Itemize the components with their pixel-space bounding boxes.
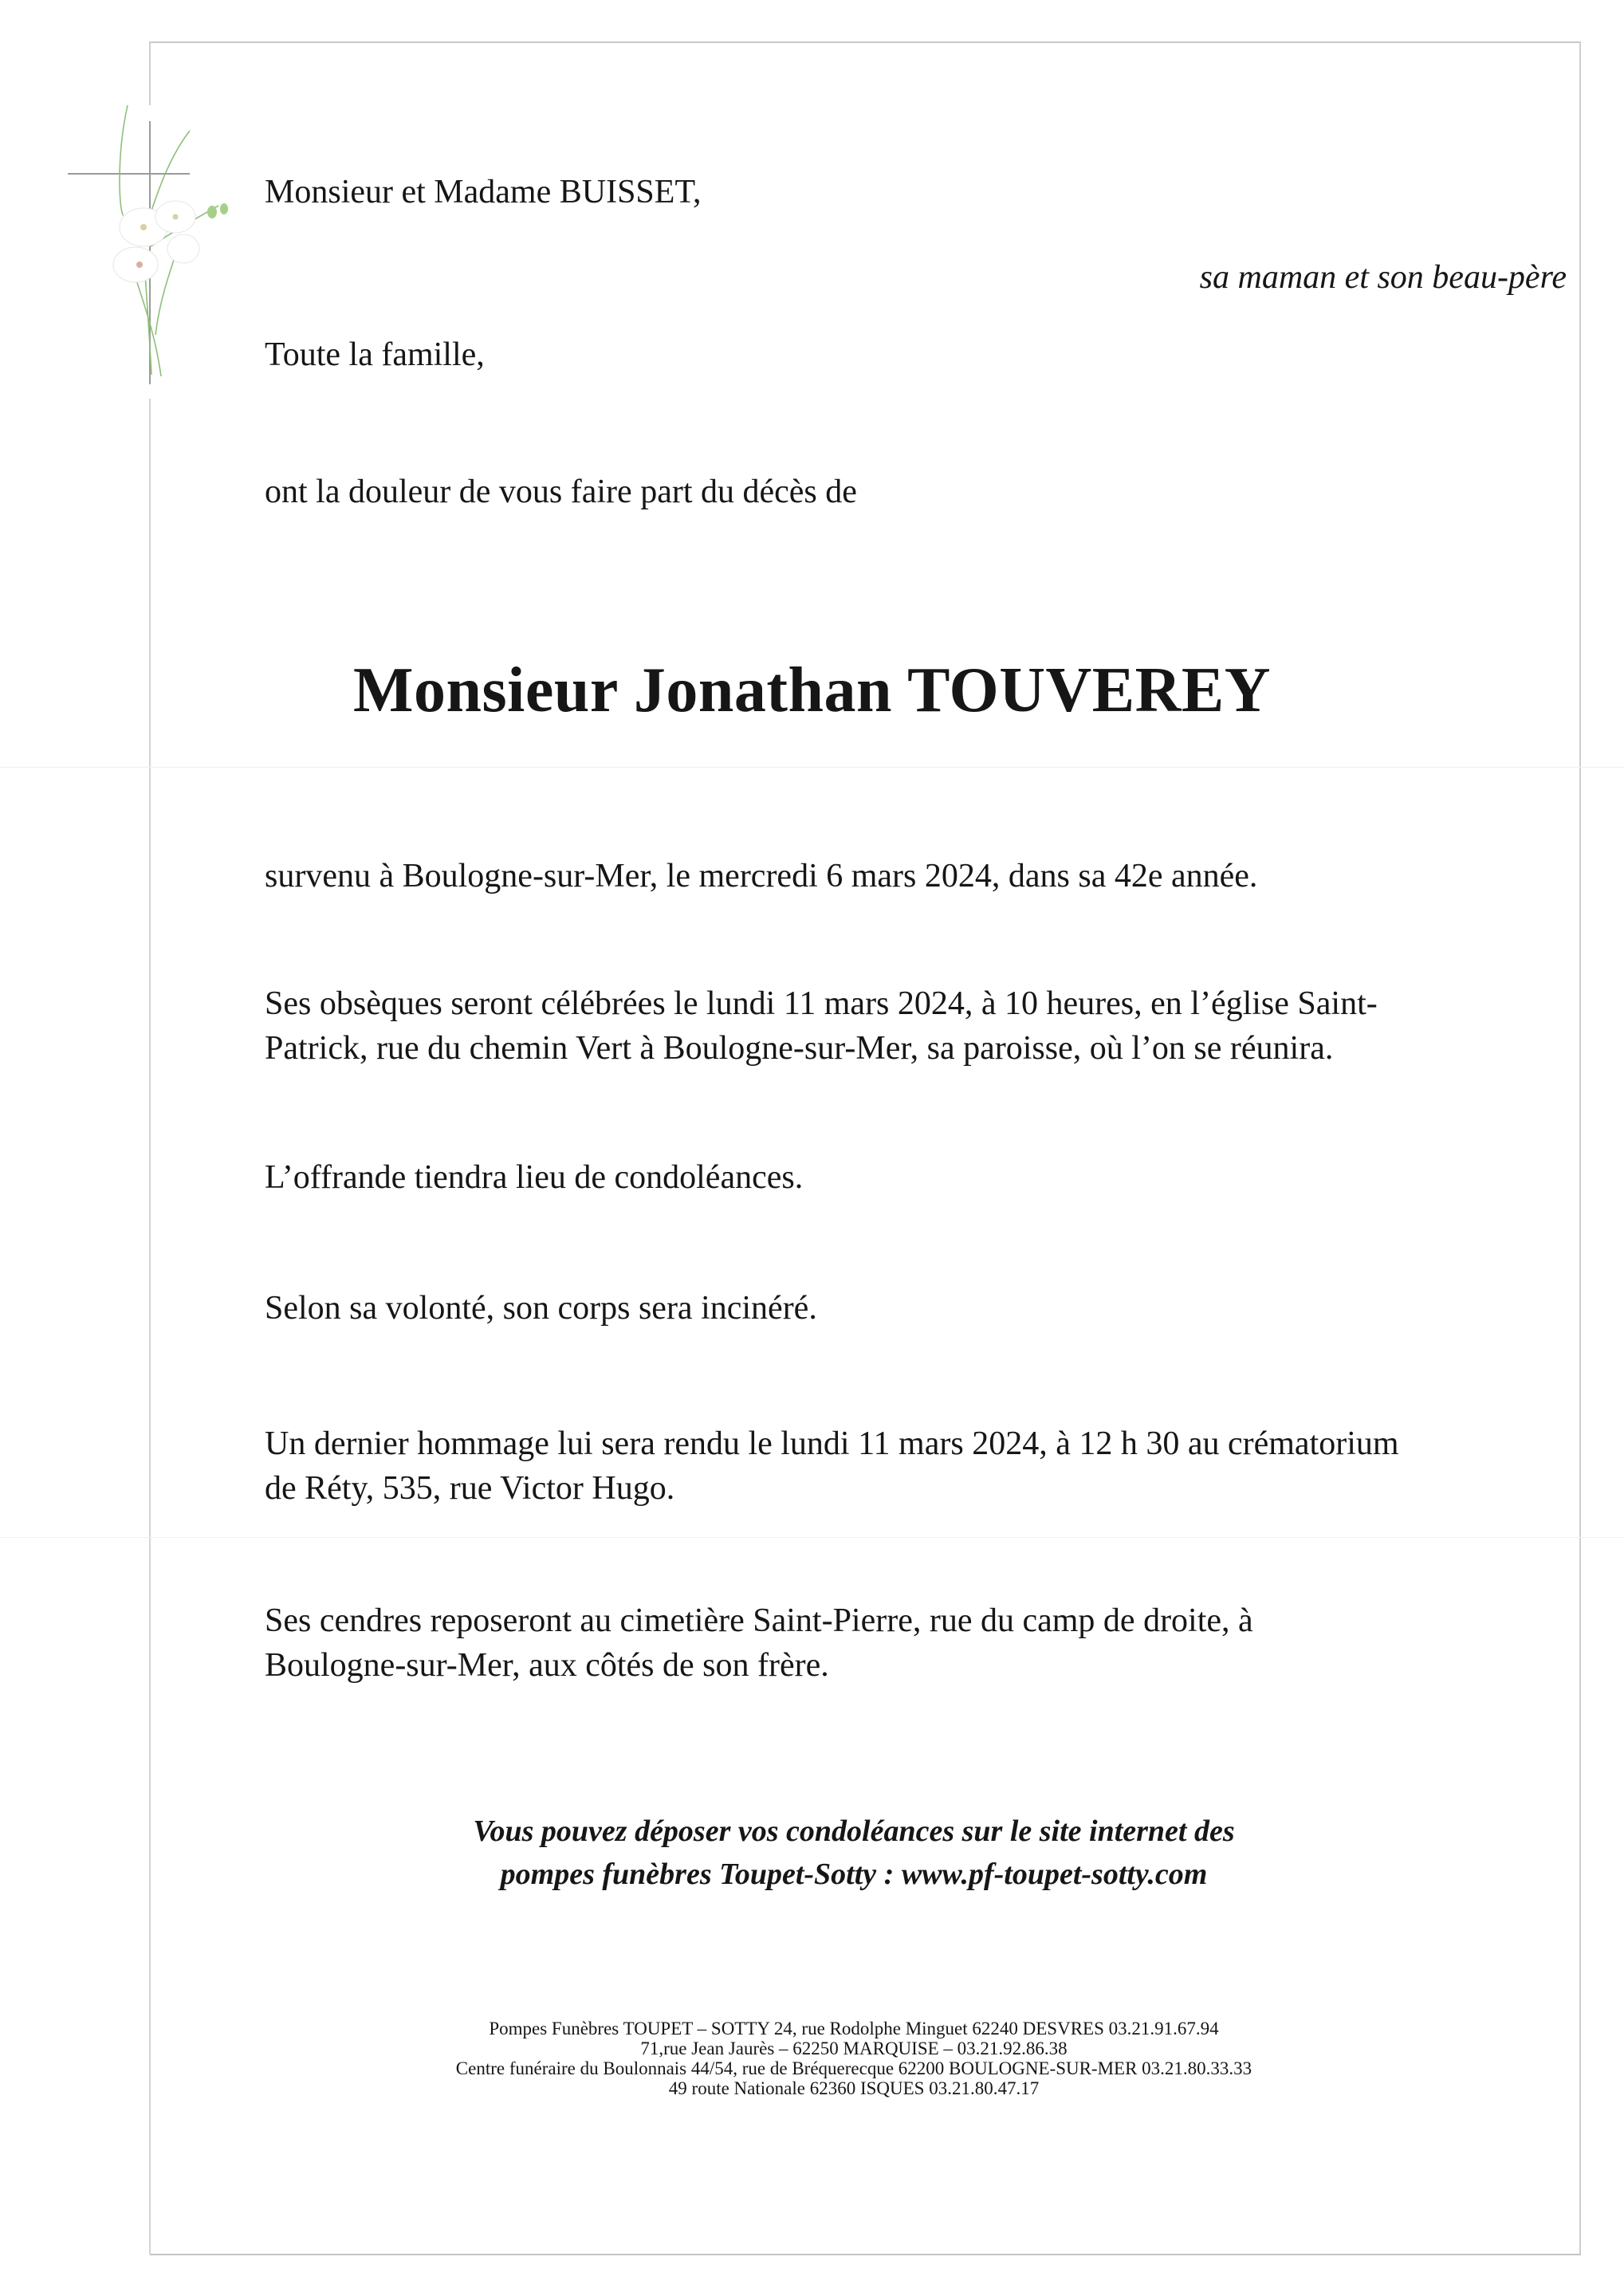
condolences-line-website[interactable]: pompes funèbres Toupet-Sotty : www.pf-toupet-sotty.com (500, 1858, 1208, 1891)
condolences-line: Vous pouvez déposer vos condoléances sur le site internet des (473, 1814, 1235, 1848)
footer-address-line: Pompes Funèbres TOUPET – SOTTY 24, rue Rodolphe Minguet 62240 DESVRES 03.21.91.67.94 (489, 2019, 1219, 2038)
deceased-name: Monsieur Jonathan TOUVEREY (352, 655, 1272, 725)
paragraph-offering: L’offrande tiendra lieu de condoléances. (265, 1159, 804, 1196)
announcement-line: ont la douleur de vous faire part du décès de (265, 474, 857, 510)
page-border-top (150, 41, 1581, 43)
paragraph-ashes-line: Boulogne-sur-Mer, aux côtés de son frère. (265, 1647, 829, 1684)
paragraph-funeral-line: Patrick, rue du chemin Vert à Boulogne-sur-Mer, sa paroisse, où l’on se réunira. (265, 1030, 1334, 1067)
page-border-right (1579, 41, 1581, 2255)
paragraph-cremation: Selon sa volonté, son corps sera incinéré. (265, 1290, 817, 1327)
footer-address-line: 49 route Nationale 62360 ISQUES 03.21.80.47.17 (668, 2078, 1040, 2098)
family-line-all: Toute la famille, (265, 336, 485, 373)
family-line-buisset: Monsieur et Madame BUISSET, (265, 174, 702, 210)
page-border-bottom (150, 2254, 1581, 2255)
family-relation: sa maman et son beau-père (1199, 259, 1567, 296)
paragraph-death-line: survenu à Boulogne-sur-Mer, le mercredi 6 mars 2024, dans sa 42e année. (265, 858, 1258, 894)
paragraph-ashes-line: Ses cendres reposeront au cimetière Saint-Pierre, rue du camp de droite, à (265, 1602, 1253, 1639)
paragraph-tribute-line: de Réty, 535, rue Victor Hugo. (265, 1470, 675, 1507)
footer-address-line: 71,rue Jean Jaurès – 62250 MARQUISE – 03.21.92.86.38 (640, 2038, 1068, 2058)
paper-fold-line (0, 1537, 1624, 1538)
paragraph-tribute-line: Un dernier hommage lui sera rendu le lundi 11 mars 2024, à 12 h 30 au crématorium (265, 1425, 1399, 1462)
footer-address-line: Centre funéraire du Boulonnais 44/54, rue de Bréquerecque 62200 BOULOGNE-SUR-MER 03.21.80.33.33 (455, 2058, 1252, 2078)
paragraph-funeral-line: Ses obsèques seront célébrées le lundi 11 mars 2024, à 10 heures, en l’église Saint- (265, 985, 1378, 1022)
paper-fold-line (0, 767, 1624, 768)
